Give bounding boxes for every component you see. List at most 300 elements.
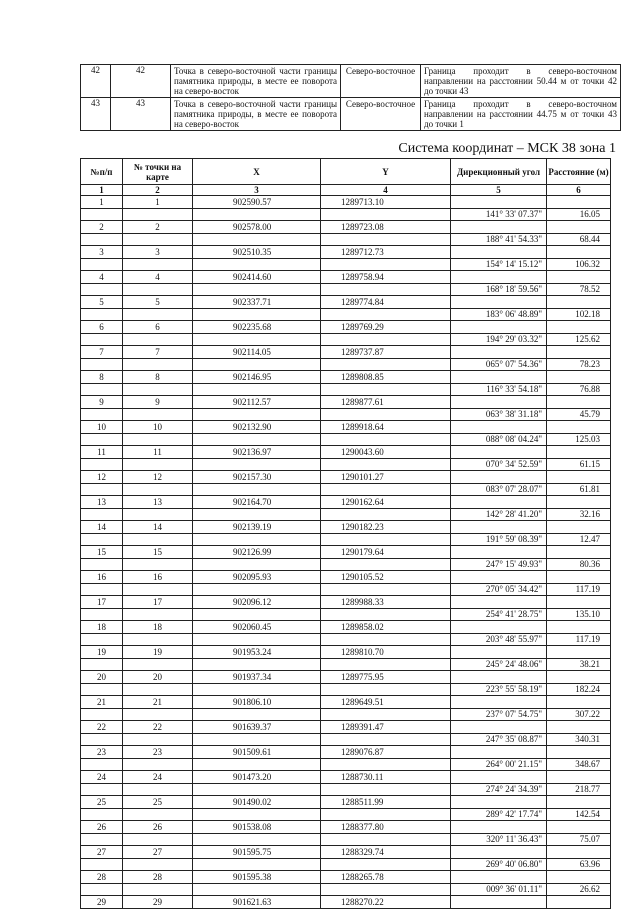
y-coordinate: 1289723.08	[321, 221, 451, 234]
point-row	[81, 221, 611, 234]
header-distance: Расстояние (м)	[547, 159, 611, 185]
x-coordinate: 902139.19	[193, 521, 321, 534]
row-number: 27	[81, 846, 123, 859]
empty-cell	[321, 858, 451, 871]
empty-cell	[193, 208, 321, 221]
y-coordinate: 1289391.47	[321, 721, 451, 734]
empty-cell	[81, 633, 123, 646]
empty-cell	[547, 196, 611, 209]
empty-cell	[547, 771, 611, 784]
row-number: 28	[81, 871, 123, 884]
row-number: 22	[81, 721, 123, 734]
distance: 106.32	[547, 258, 611, 271]
map-point-number: 1	[123, 196, 193, 209]
segment-row	[81, 608, 611, 621]
empty-cell	[451, 446, 547, 459]
empty-cell	[81, 233, 123, 246]
empty-cell	[123, 358, 193, 371]
empty-cell	[547, 546, 611, 559]
boundary-direction: Северо-восточное	[341, 98, 421, 131]
x-coordinate: 901621.63	[193, 896, 321, 909]
empty-cell	[547, 346, 611, 359]
empty-cell	[193, 533, 321, 546]
bearing: 142° 28' 41.20"	[451, 508, 547, 521]
y-coordinate: 1289076.87	[321, 746, 451, 759]
y-coordinate: 1289858.02	[321, 621, 451, 634]
x-coordinate: 901937.34	[193, 671, 321, 684]
column-index: 3	[193, 185, 321, 196]
distance: 16.05	[547, 208, 611, 221]
empty-cell	[547, 821, 611, 834]
segment-row	[81, 883, 611, 896]
empty-cell	[451, 846, 547, 859]
segment-row	[81, 483, 611, 496]
point-row	[81, 246, 611, 259]
bearing: 270° 05' 34.42"	[451, 583, 547, 596]
segment-row	[81, 283, 611, 296]
point-row	[81, 296, 611, 309]
bearing: 254° 41' 28.75"	[451, 608, 547, 621]
empty-cell	[547, 421, 611, 434]
empty-cell	[547, 271, 611, 284]
distance: 61.15	[547, 458, 611, 471]
empty-cell	[321, 408, 451, 421]
x-coordinate: 901639.37	[193, 721, 321, 734]
bearing: 223° 55' 58.19"	[451, 683, 547, 696]
y-coordinate: 1289988.33	[321, 596, 451, 609]
empty-cell	[81, 358, 123, 371]
empty-cell	[123, 733, 193, 746]
empty-cell	[321, 783, 451, 796]
empty-cell	[123, 583, 193, 596]
map-point-number: 42	[111, 65, 171, 98]
empty-cell	[81, 508, 123, 521]
bearing: 194° 29' 03.32"	[451, 333, 547, 346]
segment-row	[81, 858, 611, 871]
empty-cell	[123, 758, 193, 771]
empty-cell	[123, 533, 193, 546]
distance: 117.19	[547, 633, 611, 646]
empty-cell	[81, 858, 123, 871]
empty-cell	[123, 508, 193, 521]
distance: 117.19	[547, 583, 611, 596]
point-row	[81, 846, 611, 859]
empty-cell	[321, 533, 451, 546]
x-coordinate: 901490.02	[193, 796, 321, 809]
map-point-number: 10	[123, 421, 193, 434]
segment-row	[81, 408, 611, 421]
point-row	[81, 521, 611, 534]
distance: 78.23	[547, 358, 611, 371]
distance: 26.62	[547, 883, 611, 896]
empty-cell	[81, 483, 123, 496]
segment-row	[81, 333, 611, 346]
y-coordinate: 1288329.74	[321, 846, 451, 859]
empty-cell	[123, 558, 193, 571]
empty-cell	[451, 346, 547, 359]
segment-row	[81, 708, 611, 721]
segment-row	[81, 433, 611, 446]
y-coordinate: 1289877.61	[321, 396, 451, 409]
empty-cell	[123, 383, 193, 396]
empty-cell	[547, 321, 611, 334]
y-coordinate: 1289713.10	[321, 196, 451, 209]
empty-cell	[547, 446, 611, 459]
x-coordinate: 901509.61	[193, 746, 321, 759]
empty-cell	[547, 796, 611, 809]
header-map-point: № точки на карте	[123, 159, 193, 185]
map-point-number: 5	[123, 296, 193, 309]
empty-cell	[547, 296, 611, 309]
map-point-number: 23	[123, 746, 193, 759]
empty-cell	[81, 308, 123, 321]
y-coordinate: 1288265.78	[321, 871, 451, 884]
empty-cell	[193, 783, 321, 796]
x-coordinate: 902590.57	[193, 196, 321, 209]
segment-row	[81, 508, 611, 521]
map-point-number: 25	[123, 796, 193, 809]
distance: 38.21	[547, 658, 611, 671]
distance: 32.16	[547, 508, 611, 521]
empty-cell	[193, 558, 321, 571]
y-coordinate: 1288377.80	[321, 821, 451, 834]
empty-cell	[193, 483, 321, 496]
row-number: 5	[81, 296, 123, 309]
empty-cell	[123, 808, 193, 821]
column-index-row	[81, 185, 611, 196]
segment-row	[81, 583, 611, 596]
row-number: 24	[81, 771, 123, 784]
empty-cell	[81, 683, 123, 696]
map-point-number: 2	[123, 221, 193, 234]
point-row	[81, 671, 611, 684]
header-x: X	[193, 159, 321, 185]
x-coordinate: 902510.35	[193, 246, 321, 259]
map-point-number: 12	[123, 471, 193, 484]
empty-cell	[451, 646, 547, 659]
point-row	[81, 796, 611, 809]
segment-row	[81, 358, 611, 371]
map-point-number: 7	[123, 346, 193, 359]
column-index: 2	[123, 185, 193, 196]
empty-cell	[193, 733, 321, 746]
distance: 63.96	[547, 858, 611, 871]
row-number: 11	[81, 446, 123, 459]
empty-cell	[123, 233, 193, 246]
empty-cell	[81, 433, 123, 446]
empty-cell	[81, 808, 123, 821]
map-point-number: 15	[123, 546, 193, 559]
coordinates-table	[80, 158, 611, 909]
column-index: 1	[81, 185, 123, 196]
empty-cell	[123, 833, 193, 846]
empty-cell	[547, 896, 611, 909]
x-coordinate: 902414.60	[193, 271, 321, 284]
empty-cell	[451, 321, 547, 334]
row-number: 8	[81, 371, 123, 384]
empty-cell	[81, 608, 123, 621]
boundary-note: Граница проходит в северо-восточном направлении на расстоянии 50.44 м от точки 42 до точки 43	[421, 65, 621, 98]
empty-cell	[123, 258, 193, 271]
empty-cell	[547, 646, 611, 659]
empty-cell	[321, 308, 451, 321]
empty-cell	[193, 258, 321, 271]
segment-row	[81, 783, 611, 796]
empty-cell	[547, 846, 611, 859]
row-number: 14	[81, 521, 123, 534]
distance: 45.79	[547, 408, 611, 421]
segment-row	[81, 383, 611, 396]
empty-cell	[81, 708, 123, 721]
empty-cell	[451, 371, 547, 384]
column-index: 4	[321, 185, 451, 196]
map-point-number: 29	[123, 896, 193, 909]
column-index: 5	[451, 185, 547, 196]
segment-row	[81, 833, 611, 846]
segment-row	[81, 258, 611, 271]
y-coordinate: 1290162.64	[321, 496, 451, 509]
empty-cell	[547, 696, 611, 709]
empty-cell	[81, 883, 123, 896]
map-point-number: 21	[123, 696, 193, 709]
row-number: 19	[81, 646, 123, 659]
empty-cell	[123, 608, 193, 621]
point-row	[81, 746, 611, 759]
bearing: 083° 07' 28.07"	[451, 483, 547, 496]
bearing: 247° 35' 08.87"	[451, 733, 547, 746]
empty-cell	[451, 621, 547, 634]
distance: 307.22	[547, 708, 611, 721]
y-coordinate: 1289758.94	[321, 271, 451, 284]
bearing: 245° 24' 48.06"	[451, 658, 547, 671]
x-coordinate: 901806.10	[193, 696, 321, 709]
map-point-number: 11	[123, 446, 193, 459]
empty-cell	[123, 408, 193, 421]
empty-cell	[123, 708, 193, 721]
empty-cell	[321, 358, 451, 371]
x-coordinate: 902146.95	[193, 371, 321, 384]
empty-cell	[321, 508, 451, 521]
point-row	[81, 346, 611, 359]
distance: 76.88	[547, 383, 611, 396]
y-coordinate: 1290043.60	[321, 446, 451, 459]
empty-cell	[123, 283, 193, 296]
empty-cell	[193, 708, 321, 721]
empty-cell	[451, 771, 547, 784]
row-number: 17	[81, 596, 123, 609]
point-row	[81, 546, 611, 559]
empty-cell	[123, 208, 193, 221]
bearing: 009° 36' 01.11"	[451, 883, 547, 896]
empty-cell	[193, 233, 321, 246]
empty-cell	[81, 258, 123, 271]
distance: 12.47	[547, 533, 611, 546]
empty-cell	[451, 696, 547, 709]
empty-cell	[193, 833, 321, 846]
empty-cell	[321, 733, 451, 746]
segment-row	[81, 758, 611, 771]
distance: 182.24	[547, 683, 611, 696]
x-coordinate: 902114.05	[193, 346, 321, 359]
empty-cell	[451, 271, 547, 284]
empty-cell	[193, 583, 321, 596]
empty-cell	[321, 258, 451, 271]
point-row	[81, 421, 611, 434]
empty-cell	[193, 358, 321, 371]
empty-cell	[321, 433, 451, 446]
empty-cell	[451, 196, 547, 209]
coordinate-system-title: Система координат – МСК 38 зона 1	[398, 141, 616, 156]
distance: 125.03	[547, 433, 611, 446]
point-row	[81, 471, 611, 484]
empty-cell	[81, 408, 123, 421]
empty-cell	[547, 246, 611, 259]
x-coordinate: 902235.68	[193, 321, 321, 334]
y-coordinate: 1289774.84	[321, 296, 451, 309]
x-coordinate: 902164.70	[193, 496, 321, 509]
empty-cell	[81, 583, 123, 596]
y-coordinate: 1289918.64	[321, 421, 451, 434]
y-coordinate: 1290179.64	[321, 546, 451, 559]
bearing: 088° 08' 04.24"	[451, 433, 547, 446]
empty-cell	[193, 858, 321, 871]
segment-row	[81, 658, 611, 671]
y-coordinate: 1288270.22	[321, 896, 451, 909]
empty-cell	[321, 283, 451, 296]
distance: 135.10	[547, 608, 611, 621]
segment-row	[81, 633, 611, 646]
point-row	[81, 721, 611, 734]
bearing: 188° 41' 54.33"	[451, 233, 547, 246]
x-coordinate: 902136.97	[193, 446, 321, 459]
map-point-number: 18	[123, 621, 193, 634]
empty-cell	[451, 721, 547, 734]
empty-cell	[451, 246, 547, 259]
distance: 102.18	[547, 308, 611, 321]
y-coordinate: 1289712.73	[321, 246, 451, 259]
row-number: 2	[81, 221, 123, 234]
segment-row	[81, 683, 611, 696]
empty-cell	[321, 208, 451, 221]
boundary-description-table	[80, 64, 621, 131]
empty-cell	[321, 558, 451, 571]
x-coordinate: 901473.20	[193, 771, 321, 784]
bearing: 320° 11' 36.43"	[451, 833, 547, 846]
empty-cell	[451, 796, 547, 809]
map-point-number: 13	[123, 496, 193, 509]
point-row	[81, 646, 611, 659]
x-coordinate: 901595.75	[193, 846, 321, 859]
map-point-number: 43	[111, 98, 171, 131]
empty-cell	[321, 458, 451, 471]
empty-cell	[451, 896, 547, 909]
empty-cell	[321, 483, 451, 496]
row-number: 23	[81, 746, 123, 759]
empty-cell	[81, 533, 123, 546]
x-coordinate: 902060.45	[193, 621, 321, 634]
row-number: 13	[81, 496, 123, 509]
row-number: 21	[81, 696, 123, 709]
distance: 218.77	[547, 783, 611, 796]
map-point-number: 19	[123, 646, 193, 659]
empty-cell	[193, 883, 321, 896]
empty-cell	[321, 683, 451, 696]
empty-cell	[547, 471, 611, 484]
empty-cell	[193, 633, 321, 646]
point-row	[81, 896, 611, 909]
empty-cell	[81, 333, 123, 346]
empty-cell	[123, 783, 193, 796]
bearing: 141° 33' 07.37"	[451, 208, 547, 221]
row-number: 26	[81, 821, 123, 834]
point-row	[81, 396, 611, 409]
map-point-number: 9	[123, 396, 193, 409]
empty-cell	[547, 496, 611, 509]
empty-cell	[547, 221, 611, 234]
empty-cell	[193, 383, 321, 396]
segment-row	[81, 733, 611, 746]
empty-cell	[451, 596, 547, 609]
empty-cell	[321, 233, 451, 246]
map-point-number: 27	[123, 846, 193, 859]
empty-cell	[123, 883, 193, 896]
map-point-number: 3	[123, 246, 193, 259]
segment-row	[81, 808, 611, 821]
empty-cell	[321, 883, 451, 896]
header-bearing: Дирекционный угол	[451, 159, 547, 185]
map-point-number: 4	[123, 271, 193, 284]
empty-cell	[81, 733, 123, 746]
row-number: 10	[81, 421, 123, 434]
empty-cell	[547, 571, 611, 584]
point-row	[81, 771, 611, 784]
empty-cell	[123, 658, 193, 671]
segment-row	[81, 208, 611, 221]
header-y: Y	[321, 159, 451, 185]
bearing: 247° 15' 49.93"	[451, 558, 547, 571]
empty-cell	[81, 658, 123, 671]
row-number: 12	[81, 471, 123, 484]
empty-cell	[193, 608, 321, 621]
y-coordinate: 1289775.95	[321, 671, 451, 684]
empty-cell	[123, 458, 193, 471]
boundary-row	[81, 65, 621, 98]
bearing: 063° 38' 31.18"	[451, 408, 547, 421]
distance: 78.52	[547, 283, 611, 296]
bearing: 191° 59' 08.39"	[451, 533, 547, 546]
empty-cell	[321, 583, 451, 596]
y-coordinate: 1290182.23	[321, 521, 451, 534]
y-coordinate: 1289810.70	[321, 646, 451, 659]
distance: 68.44	[547, 233, 611, 246]
boundary-note: Граница проходит в северо-восточном направлении на расстоянии 44.75 м от точки 43 до точки 1	[421, 98, 621, 131]
point-description: Точка в северо-восточной части границы памятника природы, в месте ее поворота на северо-восток	[171, 98, 341, 131]
empty-cell	[193, 458, 321, 471]
x-coordinate: 902126.99	[193, 546, 321, 559]
x-coordinate: 902578.00	[193, 221, 321, 234]
row-number: 3	[81, 246, 123, 259]
empty-cell	[193, 808, 321, 821]
empty-cell	[451, 221, 547, 234]
empty-cell	[123, 858, 193, 871]
distance: 61.81	[547, 483, 611, 496]
row-number: 7	[81, 346, 123, 359]
empty-cell	[451, 571, 547, 584]
bearing: 274° 24' 34.39"	[451, 783, 547, 796]
empty-cell	[547, 621, 611, 634]
map-point-number: 6	[123, 321, 193, 334]
y-coordinate: 1288511.99	[321, 796, 451, 809]
